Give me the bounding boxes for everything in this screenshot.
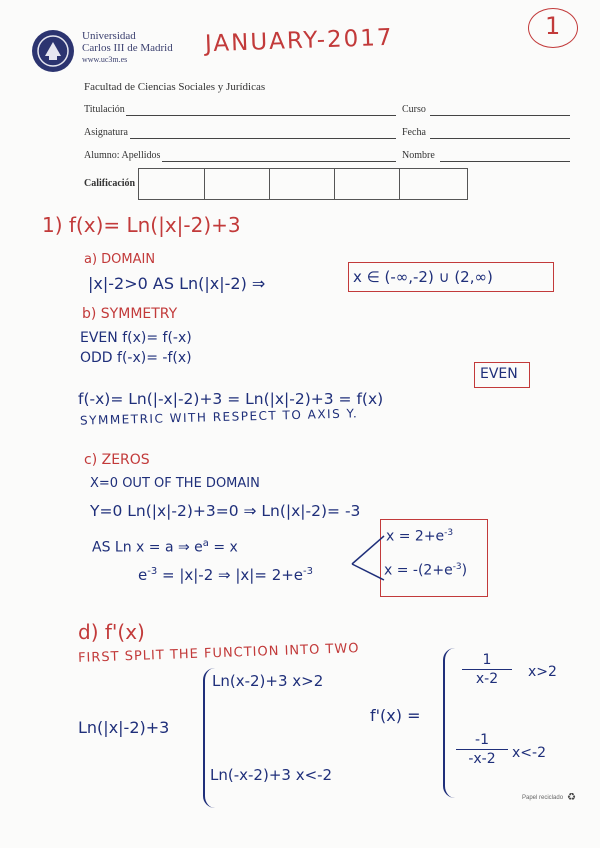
- university-line1: Universidad: [82, 30, 136, 42]
- asignatura-label: Asignatura: [84, 127, 128, 138]
- zeros-e-line: [138, 566, 313, 584]
- grade-table: [138, 168, 468, 200]
- piecewise-brace-right: [443, 648, 455, 798]
- grade-cell: [399, 169, 464, 199]
- e-line-tail-exponent: -3: [303, 566, 314, 577]
- zeros-solution-2: [384, 562, 467, 579]
- zeros-x0: X=0 OUT OF THE DOMAIN: [90, 476, 260, 491]
- solution-1-base: x = 2+e: [386, 528, 445, 545]
- piecewise-case-2: Ln(-x-2)+3 x<-2: [210, 766, 333, 784]
- derivative-intro: FIRST SPLIT THE FUNCTION INTO TWO: [77, 641, 360, 666]
- grade-cell: [139, 169, 205, 199]
- as-rule-exponent: a: [202, 538, 209, 549]
- university-logo: [30, 28, 76, 74]
- curso-label: Curso: [402, 104, 426, 115]
- fraction-2-numerator: -1: [475, 732, 489, 748]
- exam-date-title: JANUARY-2017: [204, 24, 394, 58]
- fprime-label: f'(x) =: [370, 706, 421, 725]
- solution-2-base: x = -(2+e: [384, 562, 453, 579]
- solution-2-exponent: -3: [452, 562, 462, 572]
- recycled-paper-stamp: Papel reciclado: [522, 795, 564, 801]
- derivative-lhs: Ln(|x|-2)+3: [78, 718, 170, 737]
- domain-result: x ∈ (-∞,-2) ∪ (2,∞): [353, 268, 493, 286]
- fecha-line: [430, 138, 570, 139]
- zeros-label: c) ZEROS: [84, 452, 150, 468]
- e-line-exponent: -3: [147, 566, 158, 577]
- titulacion-line: [126, 115, 396, 116]
- fraction-1-numerator: 1: [482, 652, 492, 668]
- grade-cell: [269, 169, 335, 199]
- odd-definition: ODD f(-x)= -f(x): [80, 350, 192, 366]
- symmetry-label: b) SYMMETRY: [82, 306, 178, 322]
- grade-cell: [204, 169, 270, 199]
- university-name: [82, 30, 173, 66]
- nombre-line: [440, 161, 570, 162]
- derivative-fraction-1: [462, 652, 512, 687]
- exercise-heading: 1) f(x)= Ln(|x|-2)+3: [42, 213, 241, 237]
- symmetry-conclusion: SYMMETRIC WITH RESPECT TO AXIS Y.: [79, 406, 359, 428]
- fraction-1-denominator: x-2: [475, 671, 499, 687]
- recycle-icon: ♻: [567, 792, 576, 803]
- even-definition: EVEN f(x)= f(-x): [80, 330, 192, 346]
- even-result: EVEN: [480, 366, 518, 382]
- solution-branch-icon: [350, 530, 386, 586]
- piecewise-case-1: Ln(x-2)+3 x>2: [212, 672, 324, 690]
- derivative-condition-2: x<-2: [512, 745, 546, 761]
- fecha-label: Fecha: [402, 127, 426, 138]
- derivative-fraction-2: [456, 732, 508, 767]
- nombre-label: Nombre: [402, 150, 435, 161]
- domain-label: a) DOMAIN: [84, 252, 156, 267]
- solution-2-tail: ): [461, 562, 468, 579]
- as-rule-text: AS Ln x = a ⇒ e: [92, 539, 203, 556]
- asignatura-line: [130, 138, 396, 139]
- titulacion-label: Titulación: [84, 104, 125, 115]
- zeros-y0: Y=0 Ln(|x|-2)+3=0 ⇒ Ln(|x|-2)= -3: [90, 502, 361, 520]
- grade-cell: [334, 169, 400, 199]
- calificacion-label: Calificación: [84, 178, 136, 189]
- domain-line: |x|-2>0 AS Ln(|x|-2) ⇒: [88, 274, 266, 293]
- university-website: www.uc3m.es: [82, 55, 128, 64]
- e-line-tail: = |x|-2 ⇒ |x|= 2+e: [157, 566, 304, 584]
- derivative-condition-1: x>2: [528, 664, 557, 680]
- symmetry-calculation: f(-x)= Ln(|-x|-2)+3 = Ln(|x|-2)+3 = f(x): [78, 390, 384, 408]
- fraction-2-denominator: -x-2: [468, 751, 496, 767]
- faculty-label: Facultad de Ciencias Sociales y Jurídicas: [84, 81, 266, 93]
- page-number: 1: [545, 12, 561, 40]
- as-rule-tail: = x: [208, 539, 238, 556]
- alumno-label: Alumno: Apellidos: [84, 150, 161, 161]
- zeros-solution-1: [386, 528, 453, 545]
- university-line2: Carlos III de Madrid: [82, 42, 173, 54]
- solution-1-exponent: -3: [444, 528, 454, 538]
- derivative-label: d) f'(x): [78, 620, 145, 644]
- apellidos-line: [162, 161, 396, 162]
- university-seal-icon: [30, 28, 76, 74]
- curso-line: [430, 115, 570, 116]
- e-line-base: e: [138, 566, 148, 584]
- zeros-as-rule: [92, 538, 238, 556]
